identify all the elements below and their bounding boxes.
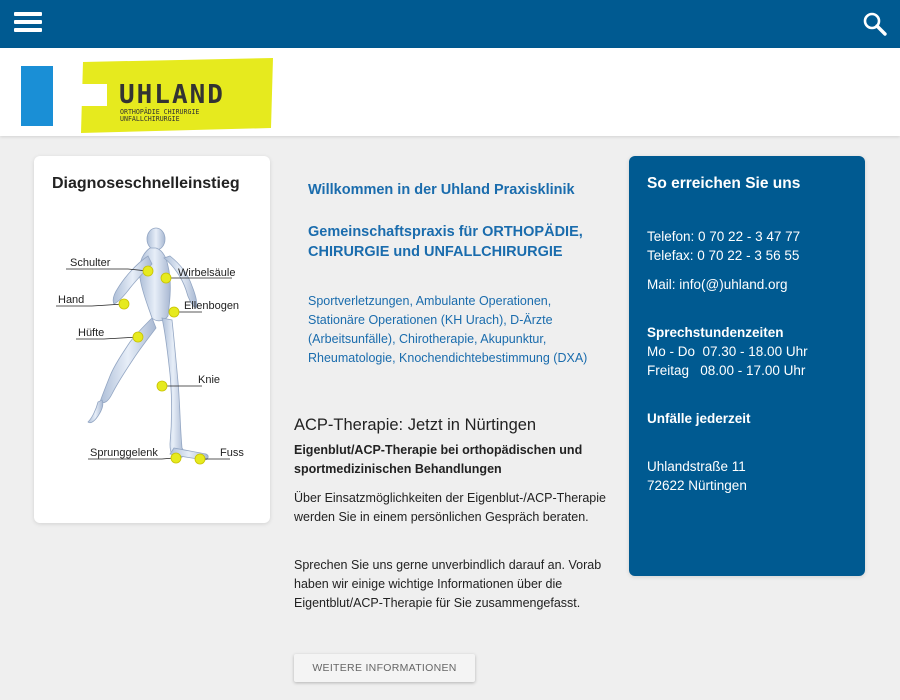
joint-dot-elbow (169, 307, 179, 317)
welcome-heading: Willkommen in der Uhland Praxisklinik (308, 182, 575, 198)
joint-label-shoulder: Schulter (70, 257, 111, 269)
more-info-button[interactable]: WEITERE INFORMATIONEN (294, 654, 475, 682)
fax-number: Telefax: 0 70 22 - 3 56 55 (647, 248, 800, 263)
logo-wordmark: UHLAND (119, 80, 225, 110)
joint-label-elbow: Ellenbogen (184, 300, 240, 312)
joint-dot-knee (157, 381, 167, 391)
site-header (0, 48, 900, 136)
body-joint-map[interactable] (52, 226, 257, 471)
services-list: Sportverletzungen, Ambulante Operationen, Stationäre Operationen (KH Urach), D-Ärzte (Arbeitsunfälle), Chirotherapie, Akupunktur, Rheumatologie, Knochendichtebestimmung (DXA) (308, 294, 588, 365)
address-street: Uhlandstraße 11 (647, 459, 746, 474)
search-icon[interactable] (862, 11, 888, 37)
diagnosis-card (34, 156, 270, 523)
practice-subheading: Gemeinschaftspraxis für ORTHOPÄDIE, CHIRURGIE und UNFALLCHIRURGIE (308, 224, 583, 260)
acp-paragraph-2: Sprechen Sie uns gerne unverbindlich darauf an. Vorab haben wir einige wichtige Informationen über die Eigentblut/ACP-Therapie für Sie zusammengefasst. (294, 558, 602, 610)
acp-subtitle: Eigenblut/ACP-Therapie bei orthopädischen und sportmedizinischen Behandlungen (294, 443, 583, 476)
joint-label-foot: Fuss (220, 447, 244, 459)
logo-tagline-2: UNFALLCHIRURGIE (120, 115, 180, 123)
uhland-logo[interactable] (21, 58, 273, 133)
top-navigation-bar (0, 0, 900, 48)
office-hours-friday: Freitag 08.00 - 17.00 Uhr (647, 363, 806, 378)
office-hours-weekdays: Mo - Do 07.30 - 18.00 Uhr (647, 344, 808, 359)
joint-label-knee: Knie (198, 374, 221, 386)
acp-title: ACP-Therapie: Jetzt in Nürtingen (294, 416, 537, 434)
joint-dot-hip (133, 332, 143, 342)
office-hours-title: Sprechstundenzeiten (647, 325, 784, 340)
joint-label-hand: Hand (58, 294, 85, 306)
phone-number[interactable]: Telefon: 0 70 22 - 3 47 77 (647, 229, 801, 244)
contact-card (629, 156, 865, 576)
acp-paragraph-1: Über Einsatzmöglichkeiten der Eigenblut-/ACP-Therapie werden Sie in einem persönlichen Gespräch beraten. (294, 491, 606, 524)
logo-tagline-1: ORTHOPÄDIE CHIRURGIE (120, 108, 200, 116)
hamburger-menu-icon[interactable] (14, 12, 42, 36)
joint-dot-hand (119, 299, 129, 309)
joint-label-hip: Hüfte (78, 327, 105, 339)
joint-label-ankle: Sprunggelenk (90, 447, 158, 459)
joint-dot-ankle (171, 453, 181, 463)
joint-dot-spine (161, 273, 171, 283)
accidents-note: Unfälle jederzeit (647, 411, 751, 426)
joint-dot-shoulder (143, 266, 153, 276)
diagnosis-title: Diagnoseschnelleinstieg (52, 175, 240, 192)
joint-label-spine: Wirbelsäule (178, 267, 236, 279)
contact-title: So erreichen Sie uns (647, 175, 801, 192)
email-link[interactable]: Mail: info(@)uhland.org (647, 277, 788, 292)
joint-dot-foot (195, 454, 205, 464)
address-city: 72622 Nürtingen (647, 478, 747, 493)
